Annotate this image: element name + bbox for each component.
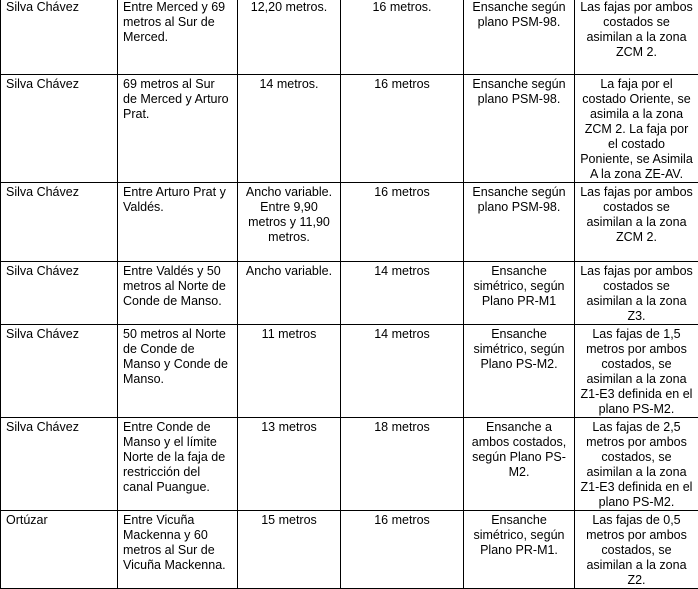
section-cell: Entre Merced y 69 metros al Sur de Merced.	[118, 0, 238, 75]
street-cell: Ortúzar	[1, 511, 118, 589]
projected-width-cell: 14 metros	[341, 325, 464, 418]
projected-width-cell: 16 metros	[341, 75, 464, 183]
table-row	[1, 75, 698, 183]
section-cell: Entre Vicuña Mackenna y 60 metros al Sur de Vicuña Mackenna.	[118, 511, 238, 589]
projected-width-cell: 18 metros	[341, 418, 464, 511]
section-cell: 50 metros al Norte de Conde de Manso y Conde de Manso.	[118, 325, 238, 418]
section-cell: Entre Conde de Manso y el límite Norte de la faja de restricción del canal Puangue.	[118, 418, 238, 511]
street-cell: Silva Chávez	[1, 0, 118, 75]
section-cell: Entre Valdés y 50 metros al Norte de Conde de Manso.	[118, 262, 238, 325]
projected-width-cell: 16 metros	[341, 511, 464, 589]
current-width-cell: 13 metros	[238, 418, 341, 511]
table-row	[1, 262, 698, 325]
projected-width-cell: 14 metros	[341, 262, 464, 325]
widening-plan-cell: Ensanche simétrico, según Plano PR-M1	[464, 262, 575, 325]
current-width-cell: 11 metros	[238, 325, 341, 418]
current-width-cell: 15 metros	[238, 511, 341, 589]
widening-plan-cell: Ensanche según plano PSM-98.	[464, 183, 575, 262]
section-cell: 69 metros al Sur de Merced y Arturo Prat.	[118, 75, 238, 183]
zoning-note-cell: Las fajas de 1,5 metros por ambos costados, se asimilan a la zona Z1-E3 definida en el plano PS-M2.	[575, 325, 698, 418]
zoning-note-cell: Las fajas por ambos costados se asimilan a la zona Z3.	[575, 262, 698, 325]
widening-plan-cell: Ensanche a ambos costados, según Plano PS-M2.	[464, 418, 575, 511]
projected-width-cell: 16 metros	[341, 183, 464, 262]
widening-plan-cell: Ensanche según plano PSM-98.	[464, 0, 575, 75]
current-width-cell: 12,20 metros.	[238, 0, 341, 75]
zoning-note-cell: Las fajas de 0,5 metros por ambos costados, se asimilan a la zona Z2.	[575, 511, 698, 589]
table-row	[1, 183, 698, 262]
street-cell: Silva Chávez	[1, 183, 118, 262]
widening-plan-cell: Ensanche simétrico, según Plano PS-M2.	[464, 325, 575, 418]
current-width-cell: 14 metros.	[238, 75, 341, 183]
street-cell: Silva Chávez	[1, 75, 118, 183]
zoning-note-cell: Las fajas por ambos costados se asimilan a la zona ZCM 2.	[575, 183, 698, 262]
street-cell: Silva Chávez	[1, 418, 118, 511]
zoning-note-cell: La faja por el costado Oriente, se asimila a la zona ZCM 2. La faja por el costado Poniente, se Asimila A la zona ZE-AV.	[575, 75, 698, 183]
widening-plan-cell: Ensanche simétrico, según Plano PR-M1.	[464, 511, 575, 589]
widening-plan-cell: Ensanche según plano PSM-98.	[464, 75, 575, 183]
street-cell: Silva Chávez	[1, 262, 118, 325]
table-row	[1, 0, 698, 75]
zoning-note-cell: Las fajas por ambos costados se asimilan a la zona ZCM 2.	[575, 0, 698, 75]
zoning-note-cell: Las fajas de 2,5 metros por ambos costados, se asimilan a la zona Z1-E3 definida en el plano PS-M2.	[575, 418, 698, 511]
table-row	[1, 325, 698, 418]
table-row	[1, 511, 698, 589]
section-cell: Entre Arturo Prat y Valdés.	[118, 183, 238, 262]
current-width-cell: Ancho variable.	[238, 262, 341, 325]
street-cell: Silva Chávez	[1, 325, 118, 418]
current-width-cell: Ancho variable. Entre 9,90 metros y 11,90 metros.	[238, 183, 341, 262]
projected-width-cell: 16 metros.	[341, 0, 464, 75]
table-row	[1, 418, 698, 511]
